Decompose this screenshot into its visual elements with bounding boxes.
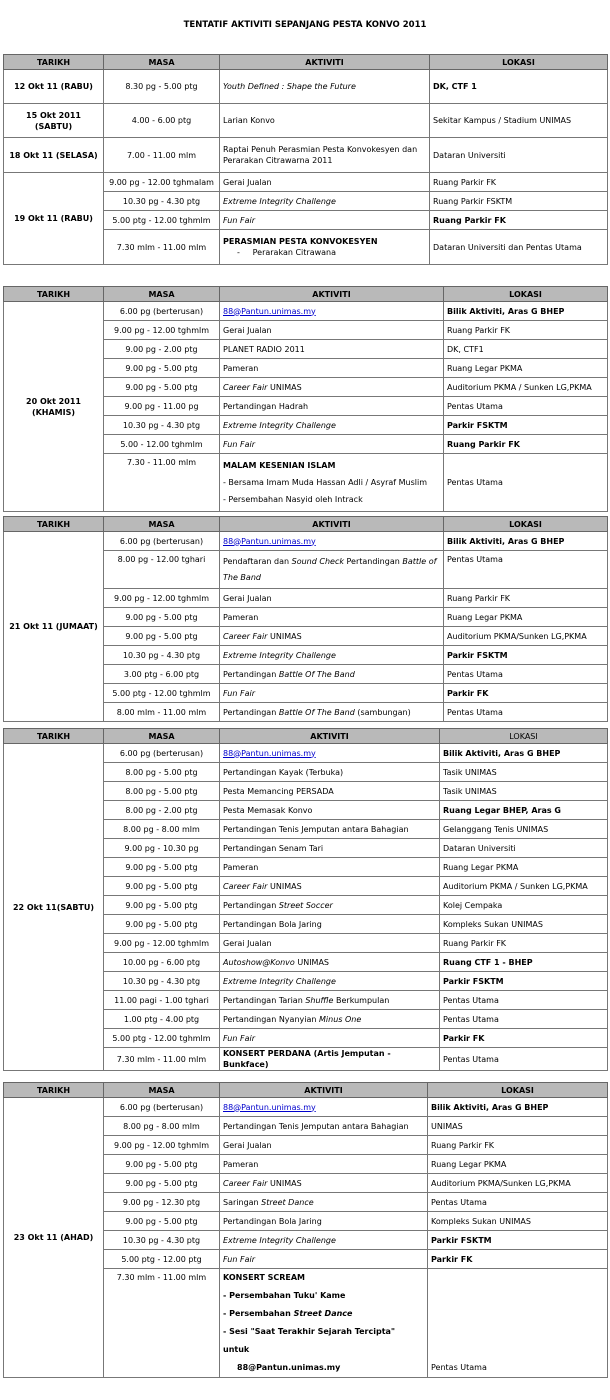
- time-cell: 7.00 - 11.00 mlm: [104, 138, 220, 173]
- activity-line: 88@Pantun.unimas.my: [237, 1363, 341, 1372]
- time-cell: 9.00 pg - 12.30 ptg: [104, 1193, 220, 1212]
- activity-cell: Gerai Jualan: [220, 321, 444, 340]
- location-cell: Ruang Parkir FK: [430, 211, 608, 230]
- time-cell: 9.00 pg - 5.00 ptg: [104, 1155, 220, 1174]
- activity-cell: Extreme Integrity Challenge: [220, 1231, 428, 1250]
- activity-text: Career Fair: [223, 631, 268, 641]
- activity-cell: [220, 70, 430, 104]
- time-cell: 8.00 pg - 5.00 ptg: [104, 782, 220, 801]
- activity-cell: [220, 138, 430, 173]
- activity-cell: Pameran: [220, 1155, 428, 1174]
- location-cell: Pentas Utama: [444, 551, 608, 589]
- date-cell: 21 Okt 11 (JUMAAT): [4, 532, 104, 722]
- time-cell: 5.00 ptg - 12.00 tghmlm: [104, 211, 220, 230]
- schedule-table-3: [3, 516, 608, 722]
- activity-text: Perarakan Citrawana: [252, 248, 337, 257]
- activity-line: [223, 1305, 424, 1323]
- schedule-table-5: [3, 1082, 608, 1378]
- activity-text: Pendaftaran dan: [223, 556, 292, 566]
- location-cell: Ruang Parkir FK: [430, 173, 608, 192]
- time-cell: 8.00 pg - 8.00 mlm: [104, 820, 220, 839]
- activity-text: Career Fair: [223, 382, 268, 392]
- location-cell: Ruang Legar PKMA: [440, 858, 608, 877]
- time-cell: 9.00 pg - 5.00 ptg: [104, 915, 220, 934]
- activity-text: UNIMAS: [267, 382, 302, 392]
- activity-text: Street Dance: [293, 1309, 353, 1318]
- time-cell: 9.00 pg - 12.00 tghmlm: [104, 934, 220, 953]
- activity-cell: Fun Fair: [220, 684, 444, 703]
- page-title: TENTATIF AKTIVITI SEPANJANG PESTA KONVO 2011: [183, 20, 427, 30]
- location-cell: Ruang CTF 1 - BHEP: [440, 953, 608, 972]
- location-cell: Pentas Utama: [444, 397, 608, 416]
- table-header: [4, 517, 608, 532]
- activity-cell: Extreme Integrity Challenge: [220, 646, 444, 665]
- activity-cell: [220, 230, 430, 265]
- activity-cell: Pertandingan Bola Jaring: [220, 1212, 428, 1231]
- activity-cell: [220, 953, 440, 972]
- location-cell: Ruang Parkir FK: [440, 934, 608, 953]
- activity-line: - Persembahan Tuku' Kame: [223, 1291, 346, 1300]
- time-cell: 11.00 pagi - 1.00 tghari: [104, 991, 220, 1010]
- time-cell: 9.00 pg - 2.00 ptg: [104, 340, 220, 359]
- location-cell: Dataran Universiti: [440, 839, 608, 858]
- activity-cell: [220, 378, 444, 397]
- header-date: TARIKH: [4, 1083, 104, 1098]
- location-cell: Gelanggang Tenis UNIMAS: [440, 820, 608, 839]
- location-cell: Bilik Aktiviti, Aras G BHEP: [444, 532, 608, 551]
- time-cell: 9.00 pg - 12.00 tghmlm: [104, 321, 220, 340]
- time-cell: 10.30 pg - 4.30 ptg: [104, 972, 220, 991]
- activity-cell: Pertandingan Kayak (Terbuka): [220, 763, 440, 782]
- time-cell: 6.00 pg (berterusan): [104, 302, 220, 321]
- header-time: MASA: [104, 729, 220, 744]
- time-cell: 9.00 pg - 5.00 ptg: [104, 896, 220, 915]
- activity-text: UNIMAS: [267, 881, 302, 891]
- location-cell: Pentas Utama: [444, 703, 608, 722]
- time-cell: 9.00 pg - 12.00 tghmlm: [104, 1136, 220, 1155]
- location-cell: DK, CTF1: [444, 340, 608, 359]
- activity-text: The Band: [223, 572, 261, 582]
- location-cell: Bilik Aktiviti, Aras G BHEP: [428, 1098, 608, 1117]
- activity-text: Street Soccer: [278, 900, 333, 910]
- activity-cell: Pameran: [220, 359, 444, 378]
- time-cell: 6.00 pg (berterusan): [104, 532, 220, 551]
- time-cell: 8.00 pg - 8.00 mlm: [104, 1117, 220, 1136]
- time-cell: 5.00 ptg - 12.00 ptg: [104, 1250, 220, 1269]
- location-cell: Tasik UNIMAS: [440, 763, 608, 782]
- activity-text: Career Fair: [223, 1178, 268, 1188]
- location-cell: Ruang Parkir FK: [444, 589, 608, 608]
- activity-text: Pertandingan Tarian: [223, 995, 306, 1005]
- header-location: LOKASI: [428, 1083, 608, 1098]
- activity-text: Berkumpulan: [333, 995, 390, 1005]
- time-cell: 7.30 - 11.00 mlm: [104, 454, 220, 512]
- activity-cell: [220, 302, 444, 321]
- date-cell: 12 Okt 11 (RABU): [4, 70, 104, 104]
- time-cell: 8.00 mlm - 11.00 mlm: [104, 703, 220, 722]
- time-cell: 10.30 pg - 4.30 ptg: [104, 416, 220, 435]
- activity-cell: Extreme Integrity Challenge: [220, 416, 444, 435]
- location-cell: Kolej Cempaka: [440, 896, 608, 915]
- activity-text: UNIMAS: [267, 1178, 302, 1188]
- activity-line: MALAM KESENIAN ISLAM: [223, 461, 336, 470]
- activity-cell: [220, 896, 440, 915]
- activity-text: Battle Of The Band: [278, 669, 355, 679]
- activity-cell: Gerai Jualan: [220, 1136, 428, 1155]
- header-activity: AKTIVITI: [220, 1083, 428, 1098]
- activity-text: Autoshow@Konvo: [223, 957, 295, 967]
- activity-cell: Gerai Jualan: [220, 589, 444, 608]
- bullet-dash: -: [237, 248, 253, 257]
- activity-cell: [220, 991, 440, 1010]
- time-cell: 9.00 pg - 5.00 ptg: [104, 877, 220, 896]
- location-cell: Ruang Parkir FK: [444, 435, 608, 454]
- location-cell: Pentas Utama: [428, 1269, 608, 1378]
- location-cell: Kompleks Sukan UNIMAS: [428, 1212, 608, 1231]
- pantun-link[interactable]: 88@Pantun.unimas.my: [223, 748, 316, 758]
- activity-cell: [220, 551, 444, 589]
- time-cell: 10.30 pg - 4.30 ptg: [104, 1231, 220, 1250]
- activity-text: - Persembahan: [223, 1309, 294, 1318]
- activity-cell: Pesta Memasak Konvo: [220, 801, 440, 820]
- table-row: [4, 302, 608, 321]
- location-cell: Auditorium PKMA/Sunken LG,PKMA: [444, 627, 608, 646]
- schedule-table-4: [3, 728, 608, 1071]
- activity-text: : Shape the Future: [279, 82, 356, 91]
- header-date: TARIKH: [4, 55, 104, 70]
- location-cell: Parkir FSKTM: [444, 416, 608, 435]
- time-cell: 9.00 pg - 10.30 pg: [104, 839, 220, 858]
- location-cell: Pentas Utama: [444, 454, 608, 512]
- time-cell: 9.00 pg - 5.00 ptg: [104, 627, 220, 646]
- pantun-link[interactable]: 88@Pantun.unimas.my: [223, 306, 316, 316]
- activity-cell: Pameran: [220, 858, 440, 877]
- time-cell: 1.00 ptg - 4.00 ptg: [104, 1010, 220, 1029]
- date-cell: 18 Okt 11 (SELASA): [4, 138, 104, 173]
- time-cell: 9.00 pg - 5.00 ptg: [104, 608, 220, 627]
- activity-cell: [220, 744, 440, 763]
- header-date: TARIKH: [4, 729, 104, 744]
- time-cell: 7.30 mlm - 11.00 mlm: [104, 230, 220, 265]
- location-cell: Pentas Utama: [440, 1048, 608, 1071]
- activity-text: Battle of: [402, 556, 437, 566]
- location-cell: Auditorium PKMA/Sunken LG,PKMA: [428, 1174, 608, 1193]
- location-cell: Auditorium PKMA / Sunken LG,PKMA: [440, 877, 608, 896]
- time-cell: 5.00 - 12.00 tghmlm: [104, 435, 220, 454]
- location-cell: Parkir FK: [440, 1029, 608, 1048]
- activity-cell: Pertandingan Hadrah: [220, 397, 444, 416]
- activity-cell: Pertandingan Tenis Jemputan antara Bahagian: [220, 820, 440, 839]
- location-cell: Parkir FSKTM: [428, 1231, 608, 1250]
- header-date: TARIKH: [4, 517, 104, 532]
- time-cell: 3.00 ptg - 6.00 ptg: [104, 665, 220, 684]
- location-cell: Pentas Utama: [428, 1193, 608, 1212]
- location-cell: Auditorium PKMA / Sunken LG,PKMA: [444, 378, 608, 397]
- date-cell: 22 Okt 11(SABTU): [4, 744, 104, 1071]
- table-header: [4, 287, 608, 302]
- table-header: [4, 55, 608, 70]
- time-cell: 9.00 pg - 5.00 ptg: [104, 359, 220, 378]
- activity-line: - Persembahan Nasyid oleh Intrack: [223, 495, 363, 504]
- activity-cell: [220, 1269, 428, 1378]
- activity-line: - Sesi "Saat Terakhir Sejarah Tercipta" untuk: [223, 1327, 396, 1354]
- activity-cell: Pameran: [220, 608, 444, 627]
- activity-text: Minus One: [319, 1014, 362, 1024]
- time-cell: 7.30 mlm - 11.00 mlm: [104, 1269, 220, 1378]
- time-cell: 4.00 - 6.00 ptg: [104, 104, 220, 138]
- header-date: TARIKH: [4, 287, 104, 302]
- activity-cell: [220, 627, 444, 646]
- activity-cell: Gerai Jualan: [220, 934, 440, 953]
- time-cell: 8.00 pg - 5.00 ptg: [104, 763, 220, 782]
- header-activity: AKTIVITI: [220, 729, 440, 744]
- location-cell: Sekitar Kampus / Stadium UNIMAS: [430, 104, 608, 138]
- location-cell: Ruang Parkir FK: [428, 1136, 608, 1155]
- activity-text: Street Dance: [261, 1197, 314, 1207]
- header-activity: AKTIVITI: [220, 55, 430, 70]
- header-time: MASA: [104, 1083, 220, 1098]
- activity-text: UNIMAS: [267, 631, 302, 641]
- activity-line: [223, 247, 426, 258]
- activity-cell: Pertandingan Bola Jaring: [220, 915, 440, 934]
- time-cell: 9.00 pg - 5.00 ptg: [104, 1212, 220, 1231]
- location-cell: Pentas Utama: [444, 665, 608, 684]
- activity-cell: Fun Fair: [220, 435, 444, 454]
- time-cell: 10.30 pg - 4.30 ptg: [104, 646, 220, 665]
- pantun-link[interactable]: 88@Pantun.unimas.my: [223, 1102, 316, 1112]
- time-cell: 8.00 pg - 12.00 tghari: [104, 551, 220, 589]
- activity-cell: [220, 454, 444, 512]
- activity-cell: Pertandingan Tenis Jemputan antara Bahagian: [220, 1117, 428, 1136]
- activity-text: Battle Of The Band: [278, 707, 355, 717]
- time-cell: 7.30 mlm - 11.00 mlm: [104, 1048, 220, 1071]
- activity-cell: Pertandingan Senam Tari: [220, 839, 440, 858]
- activity-text: Pertandingan Nyanyian: [223, 1014, 319, 1024]
- date-cell: 15 Okt 2011 (SABTU): [4, 104, 104, 138]
- table-header: [4, 1083, 608, 1098]
- time-cell: 9.00 pg - 12.00 tghmlm: [104, 589, 220, 608]
- activity-cell: Extreme Integrity Challenge: [220, 972, 440, 991]
- time-cell: 9.00 pg - 5.00 ptg: [104, 378, 220, 397]
- time-cell: 8.00 pg - 2.00 ptg: [104, 801, 220, 820]
- activity-text: UNIMAS: [294, 957, 330, 967]
- location-cell: Pentas Utama: [440, 991, 608, 1010]
- activity-cell: Fun Fair: [220, 1250, 428, 1269]
- table-row: [4, 744, 608, 763]
- activity-text: Pertandingan: [223, 669, 279, 679]
- activity-line: Perarakan Citrawarna 2011: [223, 156, 333, 165]
- activity-cell: Extreme Integrity Challenge: [220, 192, 430, 211]
- activity-cell: [220, 665, 444, 684]
- location-cell: Dataran Universiti dan Pentas Utama: [430, 230, 608, 265]
- activity-line: Raptai Penuh Perasmian Pesta Konvokesyen dan: [223, 145, 418, 154]
- location-cell: Bilik Aktiviti, Aras G BHEP: [444, 302, 608, 321]
- location-cell: Ruang Legar PKMA: [444, 359, 608, 378]
- location-cell: Bilik Aktiviti, Aras G BHEP: [440, 744, 608, 763]
- location-cell: Kompleks Sukan UNIMAS: [440, 915, 608, 934]
- pantun-link[interactable]: 88@Pantun.unimas.my: [223, 536, 316, 546]
- location-cell: Parkir FK: [444, 684, 608, 703]
- activity-cell: [220, 1098, 428, 1117]
- location-cell: Pentas Utama: [440, 1010, 608, 1029]
- time-cell: 10.00 pg - 6.00 ptg: [104, 953, 220, 972]
- activity-cell: Gerai Jualan: [220, 173, 430, 192]
- location-cell: Tasik UNIMAS: [440, 782, 608, 801]
- location-cell: Ruang Legar BHEP, Aras G: [440, 801, 608, 820]
- activity-text: Sound Check: [291, 556, 344, 566]
- header-activity: AKTIVITI: [220, 517, 444, 532]
- location-cell: Parkir FSKTM: [444, 646, 608, 665]
- time-cell: 9.00 pg - 12.00 tghmalam: [104, 173, 220, 192]
- date-cell: 19 Okt 11 (RABU): [4, 173, 104, 265]
- time-cell: 9.00 pg - 5.00 ptg: [104, 858, 220, 877]
- table-header: [4, 729, 608, 744]
- time-cell: 5.00 ptg - 12.00 tghmlm: [104, 1029, 220, 1048]
- date-cell: 23 Okt 11 (AHAD): [4, 1098, 104, 1378]
- activity-cell: Fun Fair: [220, 1029, 440, 1048]
- table-row: [4, 138, 608, 173]
- activity-cell: [220, 877, 440, 896]
- time-cell: 8.30 pg - 5.00 ptg: [104, 70, 220, 104]
- header-location: LOKASI: [430, 55, 608, 70]
- table-row: [4, 104, 608, 138]
- location-cell: Dataran Universiti: [430, 138, 608, 173]
- table-row: [4, 532, 608, 551]
- table-row: [4, 70, 608, 104]
- header-activity: AKTIVITI: [220, 287, 444, 302]
- activity-line: PERASMIAN PESTA KONVOKESYEN: [223, 237, 378, 246]
- activity-cell: PLANET RADIO 2011: [220, 340, 444, 359]
- activity-cell: [220, 532, 444, 551]
- header-location: LOKASI: [444, 517, 608, 532]
- table-row: [4, 1098, 608, 1117]
- activity-cell: Fun Fair: [220, 211, 430, 230]
- location-cell: Ruang Parkir FSKTM: [430, 192, 608, 211]
- activity-cell: Larian Konvo: [220, 104, 430, 138]
- location-cell: UNIMAS: [428, 1117, 608, 1136]
- activity-text: Pertandingan: [343, 556, 403, 566]
- location-cell: Parkir FSKTM: [440, 972, 608, 991]
- location-cell: Ruang Parkir FK: [444, 321, 608, 340]
- table-row: [4, 173, 608, 192]
- time-cell: 5.00 ptg - 12.00 tghmlm: [104, 684, 220, 703]
- location-cell: DK, CTF 1: [430, 70, 608, 104]
- time-cell: 9.00 pg - 11.00 pg: [104, 397, 220, 416]
- activity-text: Pertandingan: [223, 900, 279, 910]
- activity-cell: KONSERT PERDANA (Artis Jemputan - Bunkface): [220, 1048, 440, 1071]
- activity-text: Career Fair: [223, 881, 268, 891]
- time-cell: 10.30 pg - 4.30 ptg: [104, 192, 220, 211]
- activity-text: Youth Defined: [223, 82, 280, 91]
- schedule-table-2: [3, 286, 608, 512]
- header-location: LOKASI: [440, 729, 608, 744]
- header-time: MASA: [104, 55, 220, 70]
- schedule-table-1: [3, 54, 608, 265]
- activity-text: Pertandingan: [223, 707, 279, 717]
- location-cell: Ruang Legar PKMA: [428, 1155, 608, 1174]
- location-cell: Ruang Legar PKMA: [444, 608, 608, 627]
- activity-cell: [220, 1193, 428, 1212]
- activity-line: - Bersama Imam Muda Hassan Adli / Asyraf Muslim: [223, 478, 428, 487]
- header-time: MASA: [104, 517, 220, 532]
- header-location: LOKASI: [444, 287, 608, 302]
- date-cell: 20 Okt 2011 (KHAMIS): [4, 302, 104, 512]
- activity-cell: [220, 703, 444, 722]
- activity-text: Saringan: [223, 1197, 262, 1207]
- activity-text: (sambungan): [354, 707, 411, 717]
- activity-cell: Pesta Memancing PERSADA: [220, 782, 440, 801]
- activity-line: KONSERT SCREAM: [223, 1273, 306, 1282]
- location-cell: Parkir FK: [428, 1250, 608, 1269]
- time-cell: 6.00 pg (berterusan): [104, 1098, 220, 1117]
- time-cell: 9.00 pg - 5.00 ptg: [104, 1174, 220, 1193]
- activity-cell: [220, 1174, 428, 1193]
- header-time: MASA: [104, 287, 220, 302]
- time-cell: 6.00 pg (berterusan): [104, 744, 220, 763]
- activity-text: Shuffle: [305, 995, 334, 1005]
- activity-cell: [220, 1010, 440, 1029]
